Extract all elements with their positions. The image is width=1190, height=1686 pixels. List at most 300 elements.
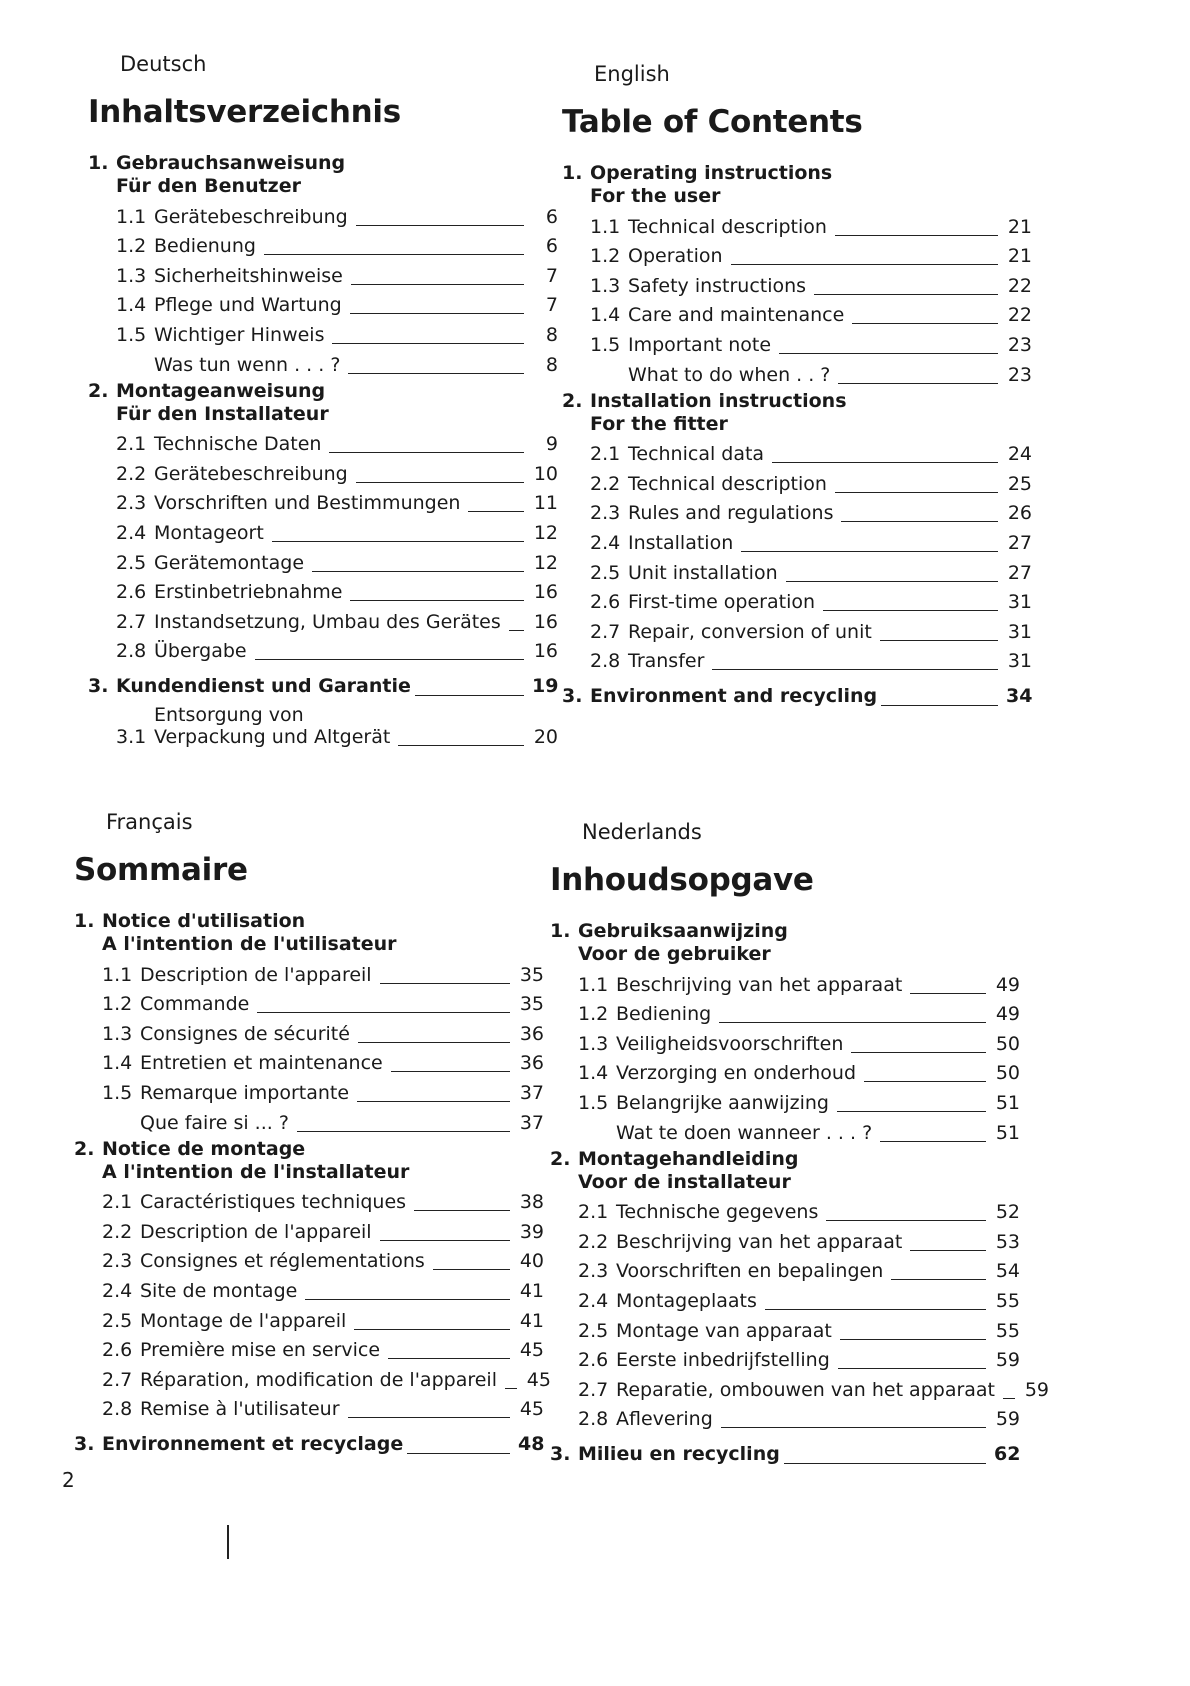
entry-number: 2.6: [116, 581, 147, 604]
toc-entry: [74, 956, 544, 986]
leader-line: [741, 551, 998, 552]
toc-entry: [74, 1074, 544, 1104]
toc-heading: Inhoudsopgave: [550, 862, 814, 898]
toc-heading: Inhaltsverzeichnis: [88, 94, 401, 130]
toc-entry: [550, 1084, 1020, 1114]
leader-line: [329, 452, 524, 453]
leader-line: [348, 373, 524, 374]
entry-page: 7: [545, 264, 558, 287]
entry-title: Que faire si ... ?: [140, 1111, 289, 1134]
toc-entry: [550, 1312, 1020, 1342]
entry-number: 3.1: [116, 726, 147, 749]
leader-line: [814, 294, 998, 295]
leader-line: [851, 1052, 986, 1053]
entry-number: 1.1: [116, 205, 147, 228]
leader-line: [264, 254, 524, 255]
entry-page: 50: [995, 1032, 1020, 1055]
entry-title: Transfer: [628, 650, 705, 673]
entry-number: 2.2: [116, 462, 147, 485]
entry-number: 2.8: [116, 640, 147, 663]
leader-line: [765, 1309, 986, 1310]
entry-page: 49: [995, 1003, 1020, 1026]
entry-page: 21: [1007, 215, 1032, 238]
toc-entry: [74, 1104, 544, 1134]
toc-section: [88, 376, 558, 663]
toc-deutsch: [88, 52, 558, 748]
entry-page: 36: [519, 1052, 544, 1075]
entry-number: 2.3: [578, 1260, 609, 1283]
entry-title-line: Entsorgung von: [154, 704, 304, 727]
toc-entry: [562, 267, 1032, 297]
entry-number: 2.3: [590, 502, 621, 525]
toc-entry: [74, 1361, 551, 1391]
entry-title: Beschrijving van het apparaat: [616, 973, 903, 996]
toc-entry: [550, 1253, 1020, 1283]
leader-line: [433, 1269, 510, 1270]
page-number: 2: [62, 1468, 75, 1492]
entry-page: 21: [1007, 245, 1032, 268]
entry-page: 16: [533, 581, 558, 604]
section-number: 1.: [550, 920, 571, 942]
entry-page: 49: [995, 973, 1020, 996]
entry-number: 2.7: [578, 1378, 609, 1401]
entry-title: Beschrijving van het apparaat: [616, 1230, 903, 1253]
entry-page: 45: [526, 1368, 551, 1391]
leader-line: [414, 1210, 510, 1211]
leader-line: [712, 669, 998, 670]
section-title: Kundendienst und Garantie: [116, 675, 411, 698]
toc-francais: [74, 810, 551, 1456]
toc-heading: Table of Contents: [562, 104, 863, 140]
section-number: 3.: [74, 1433, 95, 1456]
leader-line: [779, 353, 998, 354]
entry-page: 6: [545, 205, 558, 228]
entry-number: 1.3: [102, 1022, 133, 1045]
toc-entry: [74, 1015, 544, 1045]
entry-page: 40: [519, 1250, 544, 1273]
entry-page: 51: [995, 1121, 1020, 1144]
entry-title: Bediening: [616, 1003, 712, 1026]
leader-line: [880, 1141, 986, 1142]
section-subtitle: Voor de installateur: [578, 1170, 791, 1193]
section-title: Operating instructions: [590, 162, 833, 184]
entry-number: 1.4: [116, 294, 147, 317]
leader-line: [415, 695, 524, 696]
toc-english: [562, 62, 1032, 708]
section-subtitle: For the user: [590, 185, 721, 207]
entry-number: 2.4: [590, 531, 621, 554]
entry-page: 27: [1007, 531, 1032, 554]
entry-number: 1.4: [578, 1062, 609, 1085]
entry-page: 34: [1006, 685, 1033, 708]
leader-line: [1003, 1398, 1015, 1399]
entry-page: 35: [519, 963, 544, 986]
entry-page: 50: [995, 1062, 1020, 1085]
leader-line: [348, 1417, 511, 1418]
entry-number: 2.6: [578, 1349, 609, 1372]
entry-title: Eerste inbedrijfstelling: [616, 1349, 830, 1372]
entry-page: 59: [1024, 1378, 1050, 1401]
entry-page: 45: [519, 1398, 544, 1421]
binding-mark: [227, 1525, 229, 1559]
toc-entry: [88, 455, 558, 485]
entry-title: Repair, conversion of unit: [628, 620, 872, 643]
entry-page: 11: [533, 492, 558, 515]
entry-title: Consignes et réglementations: [140, 1250, 425, 1273]
section-heading: [88, 380, 558, 426]
entry-title-line: Verpackung und Altgerät: [154, 726, 391, 749]
leader-line: [272, 541, 524, 542]
toc-section: [74, 1134, 551, 1421]
section-subtitle: A l'intention de l'utilisateur: [102, 933, 397, 955]
entry-title: Übergabe: [154, 640, 247, 663]
entry-page: 45: [519, 1339, 544, 1362]
toc-nederlands: [550, 820, 1050, 1466]
leader-line: [826, 1220, 986, 1221]
entry-page: 16: [533, 610, 558, 633]
section-heading: [550, 1148, 1020, 1194]
entry-number: 2.5: [116, 551, 147, 574]
toc-entry: [550, 1371, 1050, 1401]
entry-page: 31: [1007, 650, 1032, 673]
section-titles: [116, 380, 558, 426]
leader-line: [380, 1240, 510, 1241]
leader-line: [852, 323, 998, 324]
section-subtitle: Für den Benutzer: [116, 175, 301, 197]
entry-title: Operation: [628, 245, 723, 268]
entry-number: 2.4: [102, 1279, 133, 1302]
section-number: 3.: [88, 675, 109, 698]
entry-title: Entretien et maintenance: [140, 1052, 383, 1075]
toc-section: [550, 1144, 1050, 1431]
entry-title: Montageplaats: [616, 1289, 757, 1312]
entry-title: Wat te doen wanneer . . . ?: [616, 1121, 873, 1144]
toc-entry: [562, 554, 1032, 584]
entry-number: 2.3: [116, 492, 147, 515]
entry-page: 22: [1007, 274, 1032, 297]
entry-number: 1.3: [590, 274, 621, 297]
entry-number: 1.2: [116, 235, 147, 258]
toc-entry: [550, 996, 1020, 1026]
section-titles: [590, 162, 1032, 208]
toc-entry: [88, 485, 558, 515]
entry-page: 26: [1007, 502, 1032, 525]
entry-title: Description de l'appareil: [140, 963, 372, 986]
toc-entry: [88, 704, 558, 748]
section-heading: [562, 162, 1032, 208]
entry-title: Gerätebeschreibung: [154, 205, 348, 228]
entry-title: Caractéristiques techniques: [140, 1191, 407, 1214]
entry-page: 6: [545, 235, 558, 258]
section-number: 1.: [88, 152, 109, 174]
entry-number: 2.5: [590, 561, 621, 584]
section-title: Environment and recycling: [590, 685, 878, 708]
entry-page: 55: [995, 1319, 1020, 1342]
entry-title: Erstinbetriebnahme: [154, 581, 343, 604]
toc-entry: [88, 544, 558, 574]
leader-line: [255, 659, 524, 660]
toc-final-section: [88, 668, 558, 698]
toc-entry: [88, 574, 558, 604]
leader-line: [509, 630, 524, 631]
entry-page: 20: [533, 726, 558, 749]
section-titles: [578, 1148, 1020, 1194]
entry-page: 62: [994, 1443, 1021, 1466]
leader-line: [505, 1388, 517, 1389]
entry-title: First-time operation: [628, 591, 816, 614]
entry-title: Gerätebeschreibung: [154, 462, 348, 485]
toc-final-section: [550, 1436, 1020, 1466]
entry-number: 1.4: [590, 304, 621, 327]
entry-number: 1.1: [590, 215, 621, 238]
entry-title: Unit installation: [628, 561, 778, 584]
leader-line: [297, 1131, 510, 1132]
leader-line: [719, 1022, 986, 1023]
entry-title: Care and maintenance: [628, 304, 845, 327]
entry-number: 1.5: [578, 1091, 609, 1114]
toc-entry: [88, 426, 558, 456]
toc-entry: [562, 613, 1032, 643]
entry-number: 2.4: [578, 1289, 609, 1312]
section-title: Montageanweisung: [116, 379, 326, 402]
toc-entry: [550, 1025, 1020, 1055]
toc-entry: [74, 1302, 544, 1332]
leader-line: [731, 264, 998, 265]
toc-entry: [562, 524, 1032, 554]
entry-page: 51: [995, 1091, 1020, 1114]
leader-line: [398, 745, 524, 746]
entry-title: Réparation, modification de l'appareil: [140, 1368, 497, 1391]
entry-page: 55: [995, 1289, 1020, 1312]
entry-number: 1.1: [578, 973, 609, 996]
entry-page: 24: [1007, 443, 1032, 466]
section-number: 1.: [74, 910, 95, 932]
toc-entry: [550, 1055, 1020, 1085]
entry-title: Technische Daten: [154, 433, 322, 456]
entry-title: Montage de l'appareil: [140, 1309, 347, 1332]
toc-entry: [88, 514, 558, 544]
entry-number: 2.1: [590, 443, 621, 466]
leader-line: [357, 1101, 510, 1102]
entry-number: 2.7: [590, 620, 621, 643]
entry-title: What to do when . . ?: [628, 363, 831, 386]
entry-number: 1.4: [102, 1052, 133, 1075]
entry-number: 2.8: [590, 650, 621, 673]
toc-entry: [562, 326, 1032, 356]
entry-page: 8: [545, 353, 558, 376]
entry-number: 2.1: [578, 1201, 609, 1224]
entry-number: 1.5: [590, 333, 621, 356]
entry-page: 52: [995, 1201, 1020, 1224]
language-label: English: [594, 62, 670, 86]
leader-line: [910, 1250, 986, 1251]
toc-entry: [562, 238, 1032, 268]
entry-number: 1.2: [590, 245, 621, 268]
section-number: 2.: [88, 379, 109, 402]
entry-number: 2.5: [102, 1309, 133, 1332]
section-heading: [550, 920, 1020, 966]
toc-section: [550, 920, 1020, 1144]
section-titles: [590, 390, 1032, 436]
entry-title: Technical description: [628, 215, 827, 238]
entry-title: Pflege und Wartung: [154, 294, 342, 317]
leader-line: [312, 571, 524, 572]
entry-title: Remarque importante: [140, 1081, 350, 1104]
section-title: Notice d'utilisation: [102, 910, 306, 932]
entry-number: 2.2: [102, 1220, 133, 1243]
entry-title: Consignes de sécurité: [140, 1022, 350, 1045]
leader-line: [380, 983, 510, 984]
entry-page: 25: [1007, 472, 1032, 495]
toc-section: [562, 162, 1032, 386]
section-number: 3.: [562, 685, 583, 708]
entry-title: Montage van apparaat: [616, 1319, 832, 1342]
toc-entry: [562, 208, 1032, 238]
leader-line: [257, 1012, 510, 1013]
toc-entry: [74, 1332, 544, 1362]
entry-number: 2.7: [102, 1368, 133, 1391]
leader-line: [407, 1453, 510, 1454]
entry-title: Remise à l'utilisateur: [140, 1398, 340, 1421]
toc-entry: [88, 316, 558, 346]
entry-page: 27: [1007, 561, 1032, 584]
leader-line: [838, 383, 998, 384]
leader-line: [880, 640, 998, 641]
leader-line: [354, 1329, 510, 1330]
leader-line: [864, 1081, 986, 1082]
entry-page: 23: [1007, 363, 1032, 386]
entry-number: 2.5: [578, 1319, 609, 1342]
section-heading: [88, 152, 558, 198]
entry-page: 9: [545, 433, 558, 456]
entry-page: 53: [995, 1230, 1020, 1253]
section-number: 3.: [550, 1443, 571, 1466]
entry-title: Description de l'appareil: [140, 1220, 372, 1243]
leader-line: [841, 521, 998, 522]
leader-line: [835, 492, 998, 493]
leader-line: [840, 1339, 986, 1340]
leader-line: [391, 1071, 510, 1072]
toc-entry: [562, 436, 1032, 466]
leader-line: [468, 511, 524, 512]
toc-entry: [562, 643, 1032, 673]
entry-number: 1.5: [102, 1081, 133, 1104]
entry-page: 7: [545, 294, 558, 317]
entry-number: 2.2: [578, 1230, 609, 1253]
leader-line: [891, 1279, 986, 1280]
entry-title: Technical data: [628, 443, 765, 466]
entry-number: 2.1: [102, 1191, 133, 1214]
toc-entry: [550, 1194, 1020, 1224]
leader-line: [721, 1427, 986, 1428]
toc-heading: Sommaire: [74, 852, 248, 888]
leader-line: [838, 1368, 986, 1369]
section-number: 1.: [562, 162, 583, 184]
toc-section: [562, 386, 1032, 673]
toc-sections: [74, 910, 551, 1456]
toc-sections: [562, 162, 1032, 708]
entry-page: 23: [1007, 333, 1032, 356]
entry-page: 59: [995, 1349, 1020, 1372]
leader-line: [356, 482, 524, 483]
section-number: 2.: [562, 389, 583, 412]
leader-line: [350, 313, 524, 314]
entry-number: 2.7: [116, 610, 147, 633]
leader-line: [351, 284, 524, 285]
entry-number: 2.6: [102, 1339, 133, 1362]
leader-line: [784, 1463, 986, 1464]
toc-entry: [88, 633, 558, 663]
entry-page: 12: [533, 551, 558, 574]
entry-page: 16: [533, 640, 558, 663]
entry-title: Belangrijke aanwijzing: [616, 1091, 829, 1114]
entry-number: 2.8: [578, 1408, 609, 1431]
entry-page: 41: [519, 1279, 544, 1302]
section-title: Installation instructions: [590, 389, 847, 412]
section-subtitle: Voor de gebruiker: [578, 943, 771, 965]
toc-final-section: [74, 1426, 544, 1456]
entry-page: 48: [518, 1433, 545, 1456]
toc-entry: [562, 465, 1032, 495]
entry-title: Technische gegevens: [616, 1201, 819, 1224]
leader-line: [910, 993, 986, 994]
toc-sections: [550, 920, 1050, 1466]
section-titles: [116, 152, 558, 198]
entry-title: Verzorging en onderhoud: [616, 1062, 857, 1085]
section-subtitle: A l'intention de l'installateur: [102, 1160, 410, 1183]
entry-number: 2.3: [102, 1250, 133, 1273]
entry-page: 31: [1007, 620, 1032, 643]
toc-entry: [550, 1282, 1020, 1312]
entry-number: 2.8: [102, 1398, 133, 1421]
entry-title: Gerätemontage: [154, 551, 305, 574]
toc-entry: [550, 966, 1020, 996]
leader-line: [388, 1358, 510, 1359]
entry-page: 31: [1007, 591, 1032, 614]
section-title: Gebruiksaanwijzing: [578, 920, 788, 942]
leader-line: [823, 610, 998, 611]
section-subtitle: Für den Installateur: [116, 402, 329, 425]
toc-entry: [74, 1184, 544, 1214]
entry-page: 37: [519, 1081, 544, 1104]
leader-line: [772, 462, 998, 463]
toc-entry: [88, 346, 558, 376]
entry-title: Reparatie, ombouwen van het apparaat: [616, 1378, 996, 1401]
toc-section: [88, 152, 558, 376]
toc-entry: [562, 495, 1032, 525]
entry-title: Aflevering: [616, 1408, 713, 1431]
entry-page: 38: [519, 1191, 544, 1214]
leader-line: [835, 235, 998, 236]
entry-title: Rules and regulations: [628, 502, 834, 525]
toc-entry: [88, 257, 558, 287]
entry-number: 1.3: [578, 1032, 609, 1055]
leader-line: [786, 581, 998, 582]
leader-line: [358, 1042, 510, 1043]
language-label: Deutsch: [120, 52, 207, 76]
section-heading: [74, 1138, 544, 1184]
entry-page: 35: [519, 993, 544, 1016]
toc-entry: [74, 1272, 544, 1302]
entry-title: Instandsetzung, Umbau des Gerätes: [154, 610, 501, 633]
toc-entry: [74, 1045, 544, 1075]
entry-page: 59: [995, 1408, 1020, 1431]
section-title: Environnement et recyclage: [102, 1433, 404, 1456]
section-heading: [562, 390, 1032, 436]
language-label: Français: [106, 810, 193, 834]
section-titles: [102, 910, 544, 956]
toc-entry: [88, 228, 558, 258]
